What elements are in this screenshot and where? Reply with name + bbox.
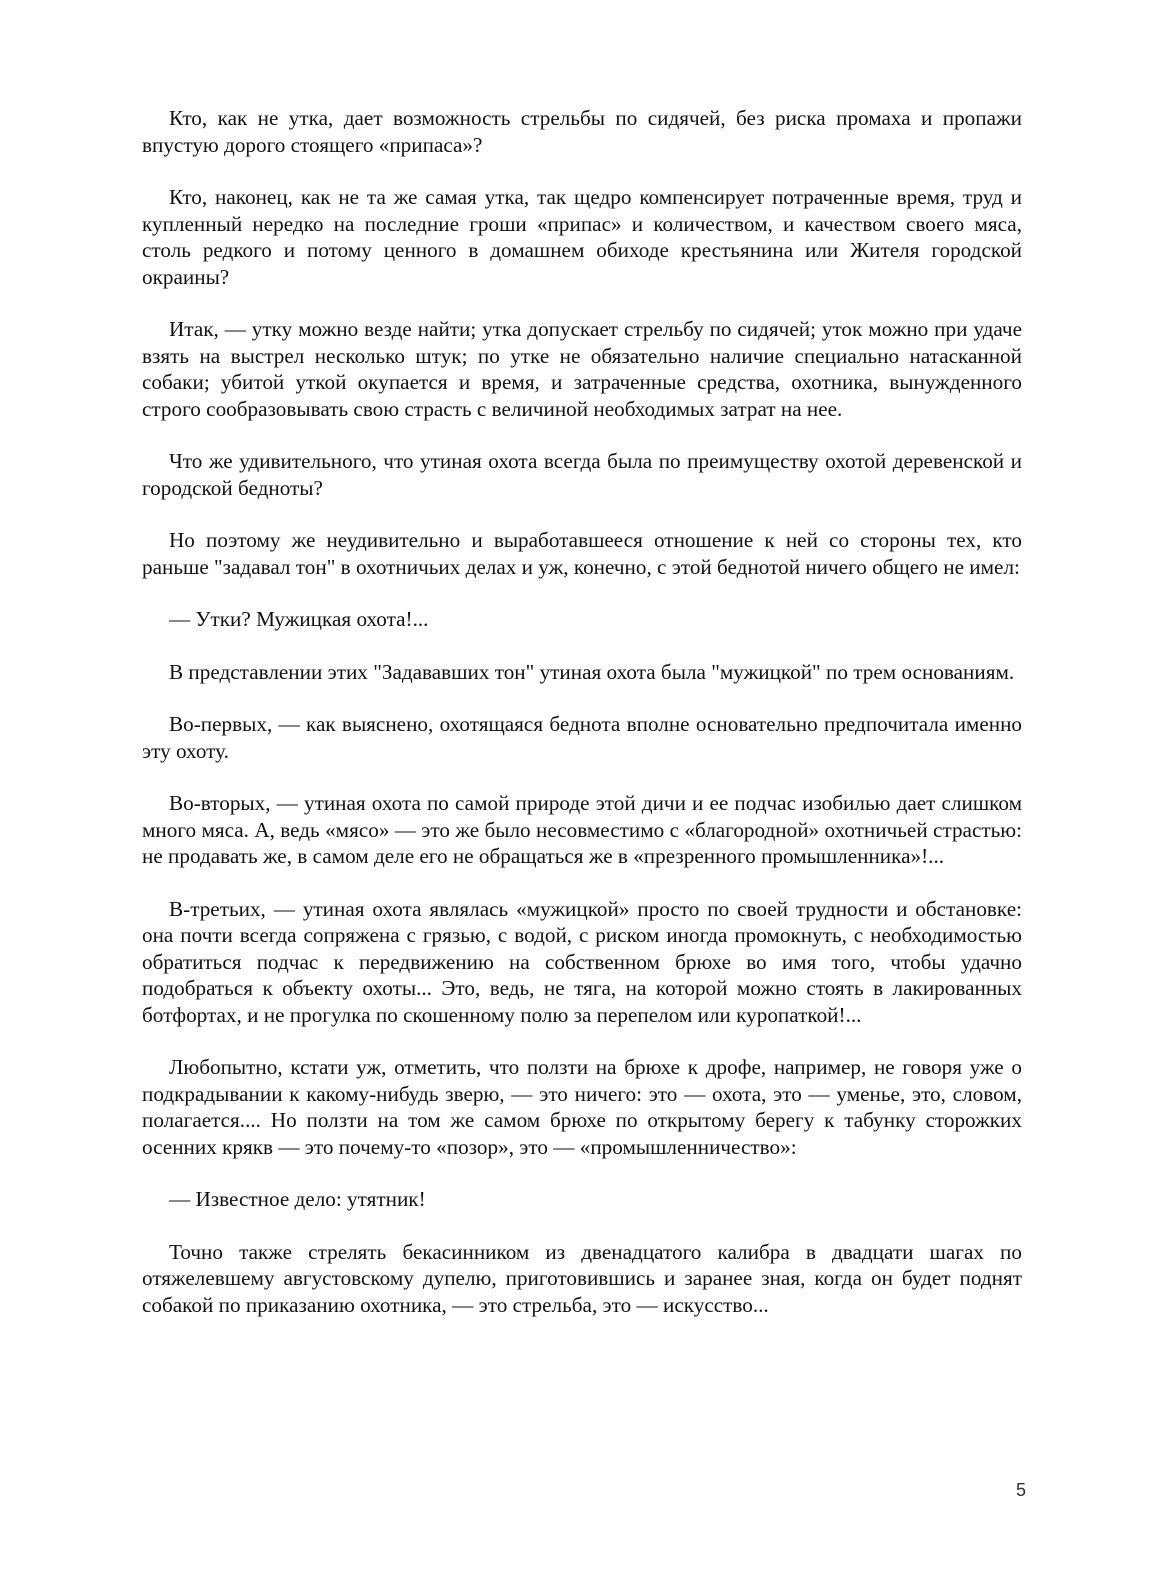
- paragraph: Во-вторых, — утиная охота по самой природе этой дичи и ее подчас изобилью дает слишком много мяса. А, ведь «мясо» — это же было несовместимо с «благородной» охотничьей страстью: не продавать же, в самом деле его не обращаться же в «презренного промышленника»!...: [142, 791, 1022, 868]
- paragraph: Кто, как не утка, дает возможность стрельбы по сидячей, без риска промаха и пропажи впустую дорого стоящего «припаса»?: [142, 106, 1022, 157]
- paragraph: — Известное дело: утятник!: [169, 1187, 426, 1211]
- paragraph: Во-первых, — как выяснено, охотящаяся беднота вполне основательно предпочитала именно эту охоту.: [142, 712, 1022, 763]
- paragraph: — Утки? Мужицкая охота!...: [169, 607, 429, 631]
- paragraph: Итак, — утку можно везде найти; утка допускает стрельбу по сидячей; уток можно при удаче взять на выстрел несколько штук; по утке не обязательно наличие специально натасканной собаки; убитой уткой окупается и время, и затраченные средства, охотника, вынужденного строго сообразовывать свою страсть с величиной необходимых затрат на нее.: [142, 317, 1022, 421]
- paragraph: Кто, наконец, как не та же самая утка, так щедро компенсирует потраченные время, труд и купленный нередко на последние гроши «припас» и количеством, и качеством своего мяса, столь редкого и потому ценного в домашнем обиходе крестьянина или Жителя городской окраины?: [142, 185, 1022, 289]
- document-page: [142, 105, 1022, 1344]
- paragraph: Точно также стрелять бекасинником из двенадцатого калибра в двадцати шагах по отяжелевшему августовскому дупелю, приготовившись и заранее зная, когда он будет поднят собакой по приказанию охотника, — это стрельба, это — искусство...: [142, 1239, 1022, 1317]
- paragraph: Но поэтому же неудивительно и выработавшееся отношение к ней со стороны тех, кто раньше "задавал тон" в охотничьих делах и уж, конечно, с этой беднотой ничего общего не имел:: [142, 528, 1022, 579]
- paragraph: В представлении этих "Задававших тон" утиная охота была "мужицкой" по трем основаниям.: [169, 659, 1015, 684]
- paragraph: Что же удивительного, что утиная охота всегда была по преимуществу охотой деревенской и городской бедноты?: [142, 449, 1022, 500]
- paragraph: В-третьих, — утиная охота являлась «мужицкой» просто по своей трудности и обстановке: она почти всегда сопряжена с грязью, с водой, с риском иногда промокнуть, с необходимостью обратиться подчас к передвижению на собственном брюхе во имя того, чтобы удачно подобраться к объекту охоты... Это, ведь, не тяга, на которой можно стоять в лакированных ботфортах, и не прогулка по скошенному полю за перепелом или куропаткой!...: [142, 896, 1022, 1027]
- page-number: 5: [1016, 1480, 1027, 1500]
- paragraph: Любопытно, кстати уж, отметить, что ползти на брюхе к дрофе, например, не говоря уже о подкрадывании к какому-нибудь зверю, — это ничего: это — охота, это — уменье, это, словом, полагается.... Но ползти на том же самом брюхе по открытому берегу к табунку сторожких осенних крякв — это почему-то «позор», это — «промышленничество»:: [142, 1055, 1022, 1159]
